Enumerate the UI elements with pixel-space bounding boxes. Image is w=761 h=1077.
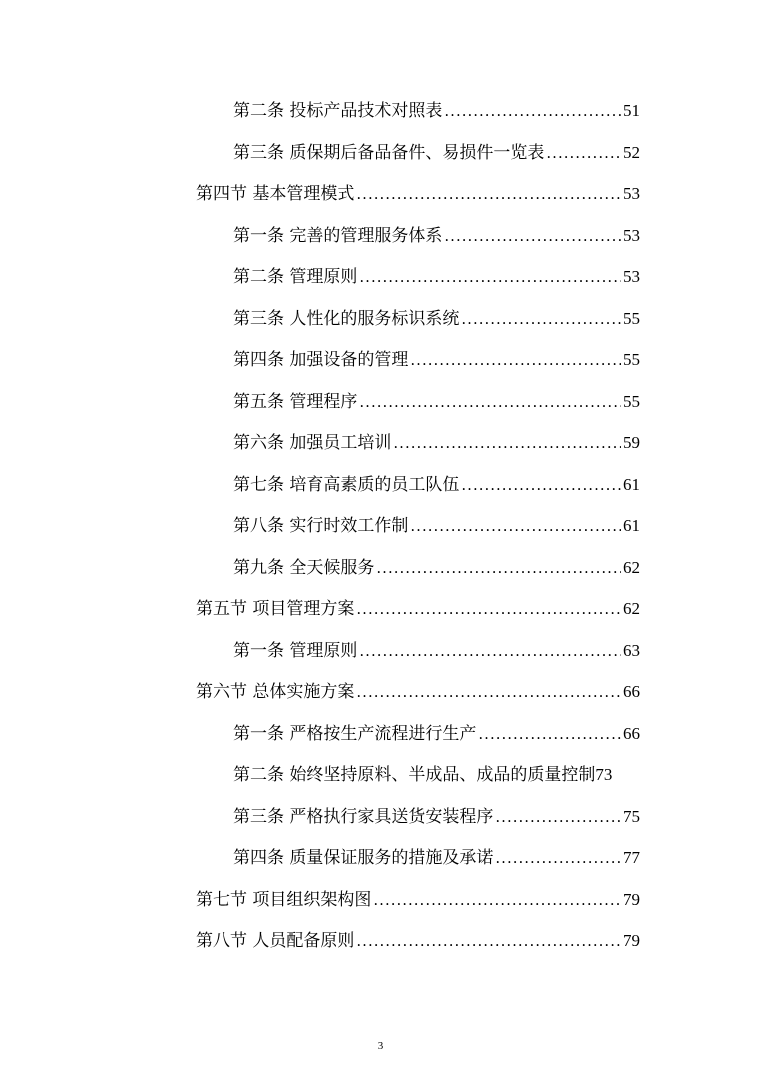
toc-dot-leader — [461, 465, 621, 507]
toc-entry-title: 第二条 管理原则 — [233, 267, 358, 287]
toc-entry-page: 55 — [623, 391, 640, 411]
toc-dot-leader — [373, 880, 621, 922]
toc-entry-title: 第六节 总体实施方案 — [196, 682, 355, 702]
toc-dot-leader — [356, 174, 621, 216]
toc-entry[interactable] — [0, 713, 761, 755]
toc-entry[interactable] — [0, 339, 761, 381]
toc-entry-title: 第四节 基本管理模式 — [196, 184, 355, 204]
toc-dot-leader — [356, 672, 621, 714]
toc-entry-page: 79 — [623, 931, 640, 950]
toc-entry-title: 第八条 实行时效工作制 — [233, 516, 409, 536]
toc-entry[interactable] — [0, 630, 761, 672]
toc-dot-leader — [356, 589, 621, 631]
toc-entry-page: 66 — [623, 723, 640, 743]
toc-entry-title: 第七节 项目组织架构图 — [196, 889, 372, 910]
toc-entry-title: 第二条 投标产品技术对照表 — [233, 101, 443, 121]
toc-dot-leader — [359, 382, 621, 424]
toc-entry-title: 第七条 培育高素质的员工队伍 — [233, 474, 460, 495]
toc-entry[interactable] — [0, 215, 761, 257]
toc-entry-page: 55 — [623, 308, 640, 328]
toc-entry-page: 53 — [623, 267, 640, 286]
toc-entry-page: 66 — [623, 682, 640, 701]
toc-dot-leader — [393, 423, 621, 465]
toc-entry[interactable] — [0, 464, 761, 506]
toc-entry-title: 第五条 管理程序 — [233, 391, 358, 412]
toc-entry[interactable] — [0, 754, 761, 796]
toc-dot-leader — [410, 506, 621, 548]
toc-entry[interactable] — [0, 422, 761, 464]
toc-entry-page: 77 — [623, 848, 640, 867]
toc-dot-leader — [410, 340, 621, 382]
toc-entry[interactable] — [0, 796, 761, 838]
toc-entry[interactable] — [0, 837, 761, 879]
toc-entry-title: 第三条 严格执行家具送货安装程序 — [233, 806, 494, 827]
toc-dot-leader — [495, 838, 621, 880]
toc-dot-leader — [461, 299, 621, 341]
toc-entry[interactable] — [0, 381, 761, 423]
toc-entry[interactable] — [0, 879, 761, 921]
toc-entry[interactable] — [0, 298, 761, 340]
toc-entry-title: 第四条 加强设备的管理 — [233, 350, 409, 370]
toc-entry-title: 第一条 严格按生产流程进行生产 — [233, 723, 477, 744]
toc-entry-page: 53 — [623, 225, 640, 245]
toc-entry-title: 第一条 完善的管理服务体系 — [233, 225, 443, 246]
toc-entry[interactable] — [0, 132, 761, 174]
toc-entry[interactable] — [0, 505, 761, 547]
toc-entry-title: 第九条 全天候服务 — [233, 557, 375, 578]
toc-entry-page: 73 — [595, 765, 613, 784]
table-of-contents — [0, 90, 761, 962]
toc-entry-title: 第四条 质量保证服务的措施及承诺 — [233, 848, 494, 868]
toc-entry[interactable] — [0, 256, 761, 298]
toc-entry-page: 79 — [623, 889, 640, 909]
toc-entry-title: 第八节 人员配备原则 — [196, 931, 355, 951]
toc-entry-page: 61 — [623, 474, 640, 494]
page-number: 3 — [377, 1040, 384, 1052]
toc-entry-title: 第三条 质保期后备品备件、易损件一览表 — [233, 142, 545, 163]
toc-entry-title: 第五节 项目管理方案 — [196, 599, 355, 619]
toc-entry-page: 75 — [623, 806, 640, 826]
toc-dot-leader — [356, 921, 621, 963]
toc-dot-leader — [495, 797, 621, 839]
toc-entry[interactable] — [0, 588, 761, 630]
toc-entry[interactable] — [0, 920, 761, 962]
toc-dot-leader — [546, 133, 621, 175]
toc-entry-page: 62 — [623, 557, 640, 577]
toc-entry-title: 第一条 管理原则 — [233, 640, 358, 661]
toc-entry-title: 第六条 加强员工培训 — [233, 433, 392, 453]
toc-entry-page: 52 — [623, 142, 640, 162]
toc-dot-leader — [478, 714, 621, 756]
toc-entry-page: 59 — [623, 433, 640, 452]
toc-entry-page: 62 — [623, 599, 640, 618]
toc-entry-page: 63 — [623, 640, 640, 660]
toc-dot-leader — [359, 631, 621, 673]
toc-entry[interactable] — [0, 547, 761, 589]
toc-entry-page: 53 — [623, 184, 640, 203]
toc-entry[interactable] — [0, 671, 761, 713]
toc-dot-leader — [359, 257, 621, 299]
toc-dot-leader — [444, 216, 621, 258]
toc-entry[interactable] — [0, 173, 761, 215]
toc-entry-page: 51 — [623, 101, 640, 120]
toc-entry-page: 55 — [623, 350, 640, 369]
toc-entry-title: 第三条 人性化的服务标识系统 — [233, 308, 460, 329]
toc-entry-title: 第二条 始终坚持原料、半成品、成品的质量控制 — [233, 765, 596, 785]
toc-dot-leader — [376, 548, 621, 590]
toc-entry-page: 61 — [623, 516, 640, 535]
toc-entry[interactable] — [0, 90, 761, 132]
toc-dot-leader — [444, 91, 621, 133]
